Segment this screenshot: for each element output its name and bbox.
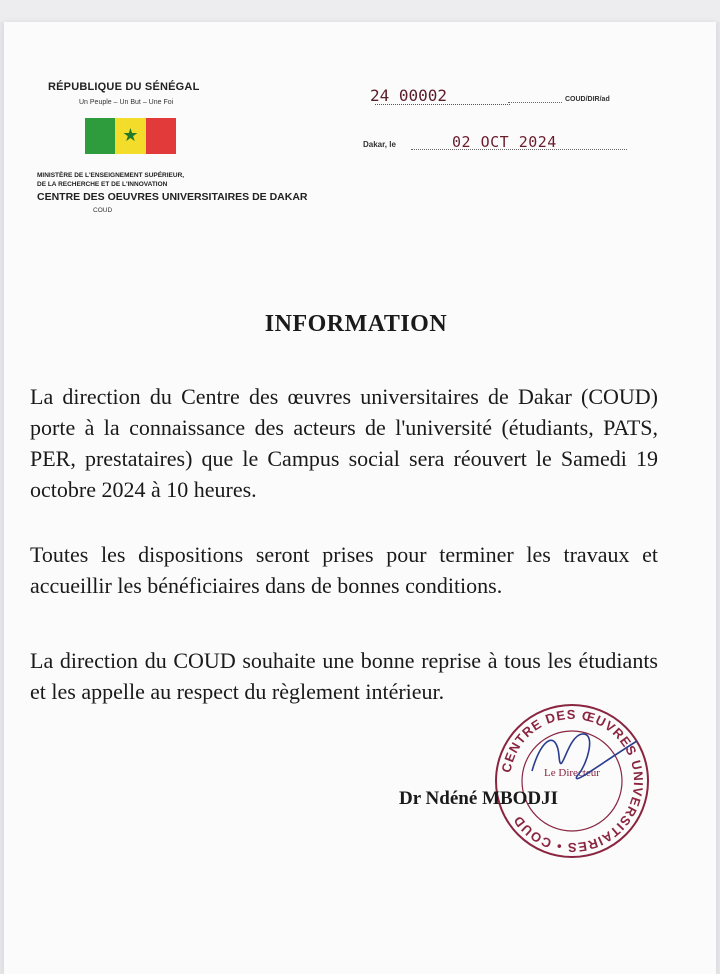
- star-icon: ★: [122, 125, 139, 145]
- reference-suffix: COUD/DIR/ad: [565, 96, 610, 103]
- ministry-line-2: DE LA RECHERCHE ET DE L'INNOVATION: [37, 181, 168, 188]
- seal-ring-text: CENTRE DES ŒUVRES UNIVERSITAIRES • COUD: [498, 706, 647, 856]
- paragraph-2: Toutes les dispositions seront prises pour terminer les travaux et accueillir les bénéficiaires dans de bonnes conditions.: [30, 542, 658, 598]
- flag-yellow-band: [115, 118, 145, 154]
- reference-dotted-line: [508, 102, 562, 103]
- date-stamp: 02 OCT 2024: [452, 133, 557, 151]
- seal-inner-text: Le Directeur: [544, 767, 600, 779]
- flag-red-band: [146, 118, 176, 154]
- reference-underline: [375, 104, 510, 105]
- flag-green-band: [85, 118, 115, 154]
- place-label: Dakar, le: [363, 140, 396, 149]
- signatory-name: Dr Ndéné MBODJI: [399, 788, 559, 809]
- centre-abbreviation: COUD: [93, 207, 113, 214]
- national-motto: Un Peuple – Un But – Une Foi: [79, 99, 174, 106]
- top-background: [0, 0, 720, 22]
- centre-name: CENTRE DES OEUVRES UNIVERSITAIRES DE DAKAR: [37, 191, 308, 203]
- ministry-line-1: MINISTÈRE DE L'ENSEIGNEMENT SUPÉRIEUR,: [37, 172, 185, 179]
- republic-heading: RÉPUBLIQUE DU SÉNÉGAL: [48, 81, 200, 93]
- svg-text:CENTRE DES ŒUVRES UNIVERSITAIR: [499, 707, 647, 855]
- paragraph-3: La direction du COUD souhaite une bonne reprise à tous les étudiants et les appelle au respect du règlement intérieur.: [30, 648, 658, 704]
- senegal-flag: [85, 118, 176, 154]
- official-seal: [487, 696, 657, 866]
- paragraph-1: La direction du Centre des œuvres universitaires de Dakar (COUD) porte à la connaissance des acteurs de l'université (étudiants, PATS, PER, prestataires) que le Campus social sera réouvert le Samedi 19 octobre 2024 à 10 heures.: [30, 384, 658, 502]
- document-title: INFORMATION: [264, 311, 448, 337]
- reference-number: 24 00002: [370, 86, 448, 105]
